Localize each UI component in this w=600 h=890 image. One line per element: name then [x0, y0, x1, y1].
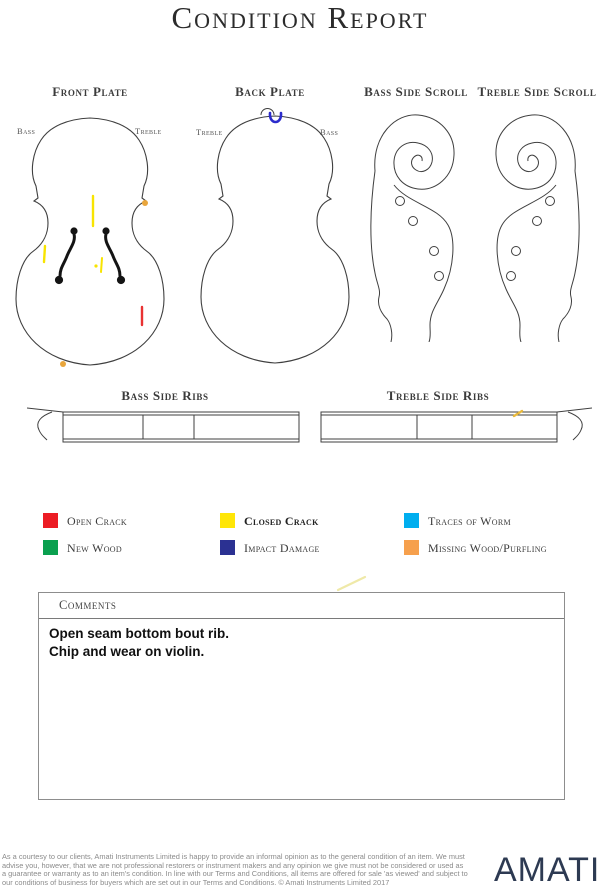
new-wood-swatch — [43, 540, 58, 555]
traces-of-worm-label: Traces of Worm — [428, 514, 511, 528]
missing-wood-label: Missing Wood/Purfling — [428, 541, 547, 555]
front-plate-outline — [16, 118, 164, 365]
disclaimer-line: advise you, however, that we are not professional restorers or instrument makers and any opinion we give must not be considered or used as — [2, 860, 464, 870]
treble-scroll-title: Treble Side Scroll — [477, 84, 597, 99]
treble-ribs-diagram — [312, 404, 592, 449]
condition-mark — [101, 258, 102, 272]
page-title: Condition Report — [171, 0, 429, 35]
impact-damage-swatch — [220, 540, 235, 555]
comment-line: Chip and wear on violin. — [49, 644, 205, 659]
comment-line: Open seam bottom bout rib. — [49, 626, 230, 641]
open-crack-label: Open Crack — [67, 514, 128, 528]
disclaimer-line: a guarantee or warranty as to an item's condition. In line with our Terms and Conditions, all items are offered for sale 'as viewed' and subject to — [2, 869, 468, 879]
open-crack-swatch — [43, 513, 58, 528]
new-wood-label: New Wood — [67, 541, 122, 555]
condition-mark — [270, 113, 281, 122]
f-holes — [55, 227, 125, 284]
comments-body — [49, 625, 554, 661]
disclaimer-line: As a courtesy to our clients, Amati Instruments Limited is happy to provide an informal opinion as to the general condition of an item. We must — [2, 852, 465, 861]
bass-scroll-outline — [371, 115, 454, 342]
bass-scroll-diagram — [368, 107, 463, 342]
treble-scroll-outline — [496, 115, 579, 342]
missing-wood-swatch — [404, 540, 419, 555]
bass-ribs-title: Bass Side Ribs — [121, 388, 209, 403]
disclaimer-line: our conditions of business for buyers which are set out in our Terms and Conditions. © Amati Instruments Limited 2017 — [2, 877, 390, 887]
disclaimer-text — [2, 853, 472, 887]
condition-mark — [60, 361, 66, 367]
front-plate-treble-label: Treble — [135, 126, 162, 136]
traces-of-worm-swatch — [404, 513, 419, 528]
condition-mark — [338, 577, 365, 590]
front-plate-bass-label: Bass — [17, 126, 36, 136]
closed-crack-swatch — [220, 513, 235, 528]
treble-scroll-diagram — [487, 107, 582, 342]
comments-title: Comments — [59, 598, 117, 612]
back-plate-diagram — [195, 108, 355, 373]
front-plate-title: Front Plate — [52, 84, 128, 99]
amati-logo: AMATI — [494, 851, 600, 889]
back-plate-button — [261, 109, 274, 116]
treble-ribs-outline — [321, 408, 592, 442]
back-plate-treble-label: Treble — [196, 127, 223, 137]
condition-mark — [142, 200, 148, 206]
impact-damage-label: Impact Damage — [244, 541, 320, 555]
front-plate-diagram — [10, 110, 170, 375]
back-plate-title: Back Plate — [235, 84, 305, 99]
condition-mark — [94, 264, 97, 267]
closed-crack-label: Closed Crack — [244, 514, 319, 528]
bass-scroll-title: Bass Side Scroll — [364, 84, 468, 99]
comments-box — [38, 592, 565, 800]
bass-ribs-diagram — [27, 404, 307, 449]
bass-ribs-outline — [27, 408, 299, 442]
back-plate-bass-label: Bass — [320, 127, 339, 137]
back-plate-outline — [201, 116, 349, 363]
treble-ribs-title: Treble Side Ribs — [386, 388, 490, 403]
comments-header — [39, 593, 564, 619]
condition-mark — [44, 246, 45, 262]
back-plate-marks — [270, 113, 281, 122]
